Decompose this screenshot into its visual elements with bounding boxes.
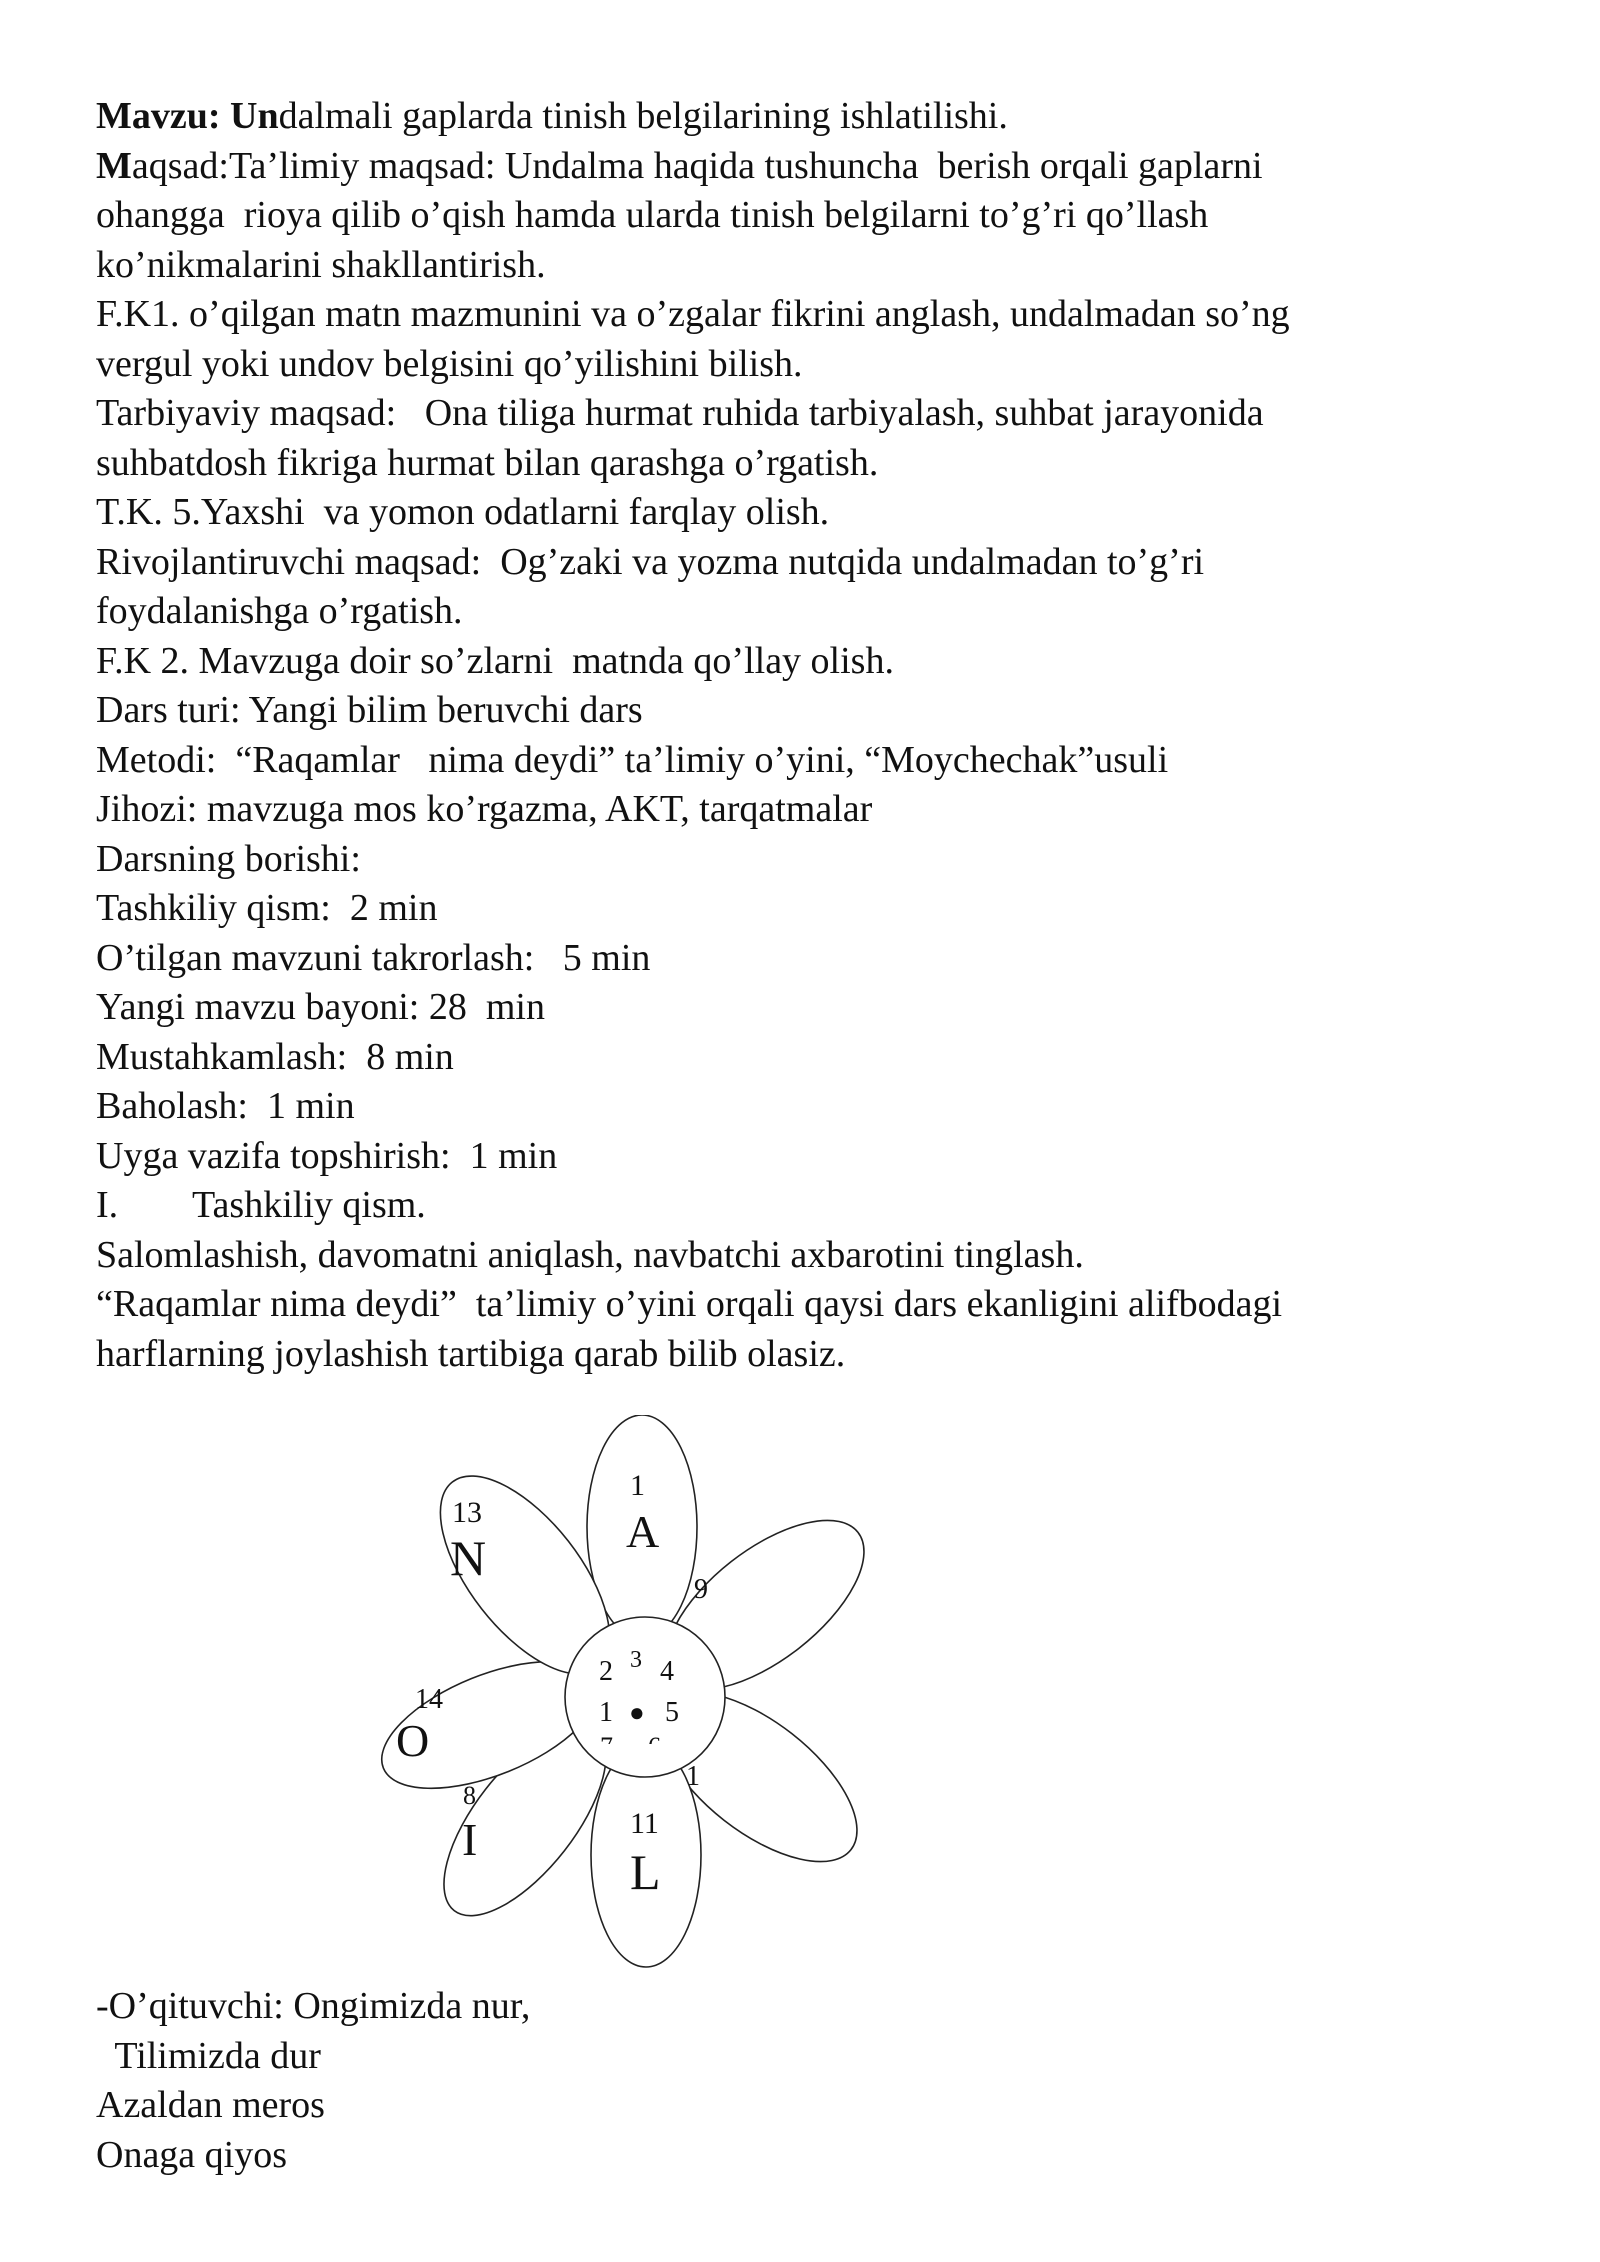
goal-line-1-rest: aqsad:Ta’limiy maqsad: Undalma haqida tushuncha berish orqali gaplarni (131, 144, 1263, 187)
poem-line: Tilimizda dur (96, 2034, 321, 2077)
poem-line: Azaldan meros (96, 2084, 325, 2126)
lesson-method: Metodi: “Raqamlar nima deydi” ta’limiy o’yini, “Moychechak”usuli (96, 738, 1169, 781)
section-1-heading (96, 1181, 1516, 1231)
center-number: 2 (599, 1656, 613, 1687)
topic-rest: dalmali gaplarda tinish belgilarining ishlatilishi. (278, 95, 1008, 137)
section-1-number: I. (96, 1184, 119, 1226)
tk5-line: T.K. 5.Yaxshi va yomon odatlarni farqlay olish. (96, 491, 830, 533)
stage-item: Tashkiliy qism: 2 min (96, 887, 438, 929)
petal-letter: O (396, 1715, 430, 1766)
fk2-line: F.K 2. Mavzuga doir so’zlarni matnda qo’llay olish. (96, 639, 894, 682)
petal-letter: I (462, 1814, 478, 1865)
topic-label: Mavzu: (96, 95, 221, 137)
fk1-line-1: F.K1. o’qilgan matn mazmunini va o’zgalar fikrini anglash, undalmadan so’ng (96, 293, 1290, 335)
petal-letter: L (630, 1844, 661, 1900)
section-1-line-3: harflarning joylashish tartibiga qarab bilib olasiz. (96, 1332, 846, 1375)
stage-item: Baholash: 1 min (96, 1085, 355, 1127)
petal-number: 9 (694, 1574, 708, 1605)
petal-number: 8 (463, 1781, 476, 1810)
topic-bold-part: Un (230, 95, 279, 137)
progress-title: Darsning borishi: (96, 837, 361, 880)
topic-line (96, 92, 1516, 142)
daisy-svg (380, 1415, 900, 1975)
fk1-line-2: vergul yoki undov belgisini qo’yilishini bilish. (96, 342, 803, 385)
petal-number: 13 (452, 1496, 482, 1529)
stage-item: Mustahkamlash: 8 min (96, 1035, 454, 1078)
rivojlantiruvchi-line-1: Rivojlantiruvchi maqsad: Og’zaki va yozma nutqida undalmadan to’g’ri (96, 540, 1205, 583)
center-number: 5 (665, 1697, 679, 1728)
center-dot: ● (629, 1698, 645, 1727)
poem-line: Onaga qiyos (96, 2133, 288, 2176)
goal-line-1 (96, 142, 1516, 192)
stage-item: O’tilgan mavzuni takrorlash: 5 min (96, 936, 651, 979)
tarbiyaviy-line-2: suhbatdosh fikriga hurmat bilan qarashga o’rgatish. (96, 441, 879, 484)
rivojlantiruvchi-line-2: foydalanishga o’rgatish. (96, 590, 463, 632)
petal-letter: N (450, 1530, 487, 1586)
section-1-title: Tashkiliy qism. (192, 1184, 426, 1226)
goal-line-2: ohangga rioya qilib o’qish hamda ularda tinish belgilarni to’g’ri qo’llash (96, 194, 1209, 236)
goal-first-letter: M (96, 144, 132, 187)
petal-number: 1 (686, 1761, 700, 1792)
poem-block (96, 1982, 1516, 2180)
lesson-plan-text (96, 92, 1516, 1379)
center-number: 1 (599, 1697, 613, 1728)
center-number: 3 (630, 1647, 642, 1673)
petal-number: 14 (415, 1684, 443, 1715)
tarbiyaviy-line-1: Tarbiyaviy maqsad: Ona tiliga hurmat ruhida tarbiyalash, suhbat jarayonida (96, 392, 1264, 434)
center-number: 4 (660, 1656, 674, 1687)
daisy-diagram (380, 1415, 900, 1975)
daisy-center (565, 1617, 725, 1777)
lesson-equipment: Jihozi: mavzuga mos ko’rgazma, AKT, tarqatmalar (96, 788, 873, 830)
petal-number: 1 (630, 1469, 645, 1502)
stage-item: Yangi mavzu bayoni: 28 min (96, 986, 545, 1028)
petal-number: 11 (630, 1807, 659, 1840)
section-1-line-1: Salomlashish, davomatni aniqlash, navbatchi axbarotini tinglash. (96, 1233, 1084, 1276)
stage-item: Uyga vazifa topshirish: 1 min (96, 1134, 558, 1177)
section-1-line-2: “Raqamlar nima deydi” ta’limiy o’yini orqali qaysi dars ekanligini alifbodagi (96, 1283, 1283, 1325)
lesson-type: Dars turi: Yangi bilim beruvchi dars (96, 689, 643, 731)
goal-line-3: ko’nikmalarini shakllantirish. (96, 243, 546, 286)
poem-line: -O’qituvchi: Ongimizda nur, (96, 1985, 531, 2027)
petal-letter: A (626, 1506, 660, 1557)
